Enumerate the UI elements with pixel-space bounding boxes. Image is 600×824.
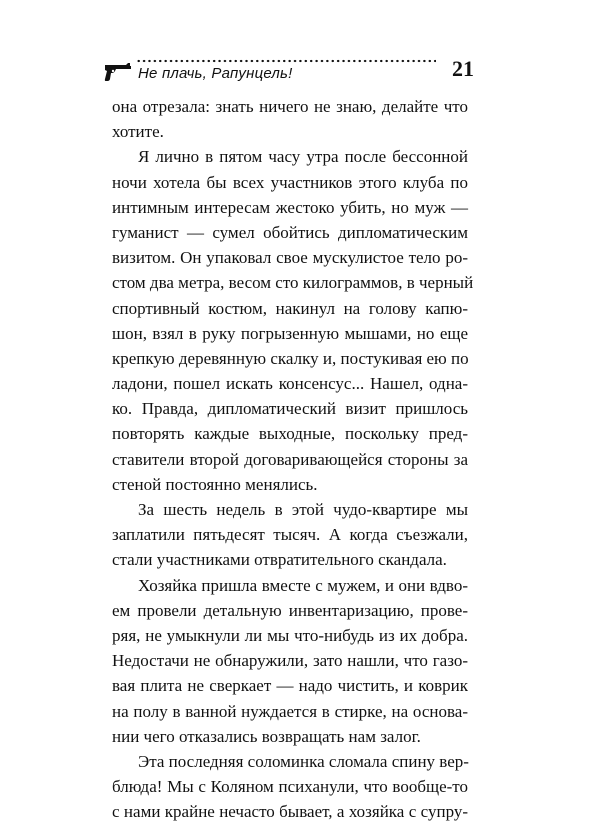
- text-line: крепкую деревянную скалку и, постукивая ею по: [112, 348, 469, 368]
- text-line: хотите.: [112, 122, 164, 142]
- text-line: она отрезала: знать ничего не знаю, делайте что: [112, 97, 468, 116]
- text-line: За шесть недель в этой чудо-квартире мы: [138, 500, 468, 519]
- text-line: Недостачи не обнаружили, зато нашли, что газо-: [112, 651, 468, 671]
- body-text: [112, 94, 474, 824]
- text-line: ставители второй договаривающейся стороны за: [112, 449, 468, 469]
- text-line: ко. Правда, дипломатический визит пришлось: [112, 399, 468, 419]
- page-number: 21: [452, 56, 474, 81]
- text-line: гуманист — сумел обойтись дипломатическим: [112, 222, 468, 242]
- running-title: Не плачь, Рапунцель!: [138, 65, 293, 82]
- text-line: визитом. Он упаковал свое мускулистое тело ро-: [112, 248, 468, 268]
- page-header: [104, 58, 474, 90]
- text-line: вая плита не сверкает — надо чистить, и коврик: [112, 676, 468, 696]
- text-line: повторять каждые выходные, поскольку пред-: [112, 424, 468, 444]
- text-line: ночи хотела бы всех участников этого клуба по: [112, 172, 468, 192]
- text-line: ладони, пошел искать консенсус... Нашел, одна-: [112, 374, 468, 394]
- text-line: заплатили пятьдесят тысяч. А когда съезжали,: [112, 525, 468, 545]
- text-line: Эта последняя соломинка сломала спину вер-: [138, 751, 469, 771]
- text-line: блюда! Мы с Коляном психанули, что вообще-то: [112, 777, 468, 797]
- text-line: нии чего отказались возвращать нам залог.: [112, 726, 421, 746]
- text-line: с нами крайне нечасто бывает, а хозяйка с супру-: [112, 802, 468, 822]
- text-line: стали участниками отвратительного скандала.: [112, 550, 447, 570]
- text-line: шон, взял в руку погрызенную мышами, но еще: [112, 323, 468, 343]
- revolver-icon: [104, 62, 132, 82]
- text-line: Я лично в пятом часу утра после бессонной: [138, 147, 468, 167]
- text-line: стом два метра, весом сто килограммов, в черный: [112, 273, 474, 293]
- text-line: на полу в ванной нуждается в стирке, на основа-: [112, 701, 468, 721]
- text-line: ряя, не умыкнули ли мы что-нибудь из их добра.: [112, 625, 468, 645]
- text-line: интимным интересам жестоко убить, но муж —: [112, 197, 468, 217]
- text-line: спортивный костюм, накинул на голову капю-: [112, 298, 468, 318]
- text-line: ем провели детальную инвентаризацию, прове-: [112, 600, 468, 620]
- text-line: стеной постоянно менялись.: [112, 474, 318, 494]
- text-line: Хозяйка пришла вместе с мужем, и они вдво-: [138, 575, 468, 595]
- dotted-rule: [136, 58, 436, 64]
